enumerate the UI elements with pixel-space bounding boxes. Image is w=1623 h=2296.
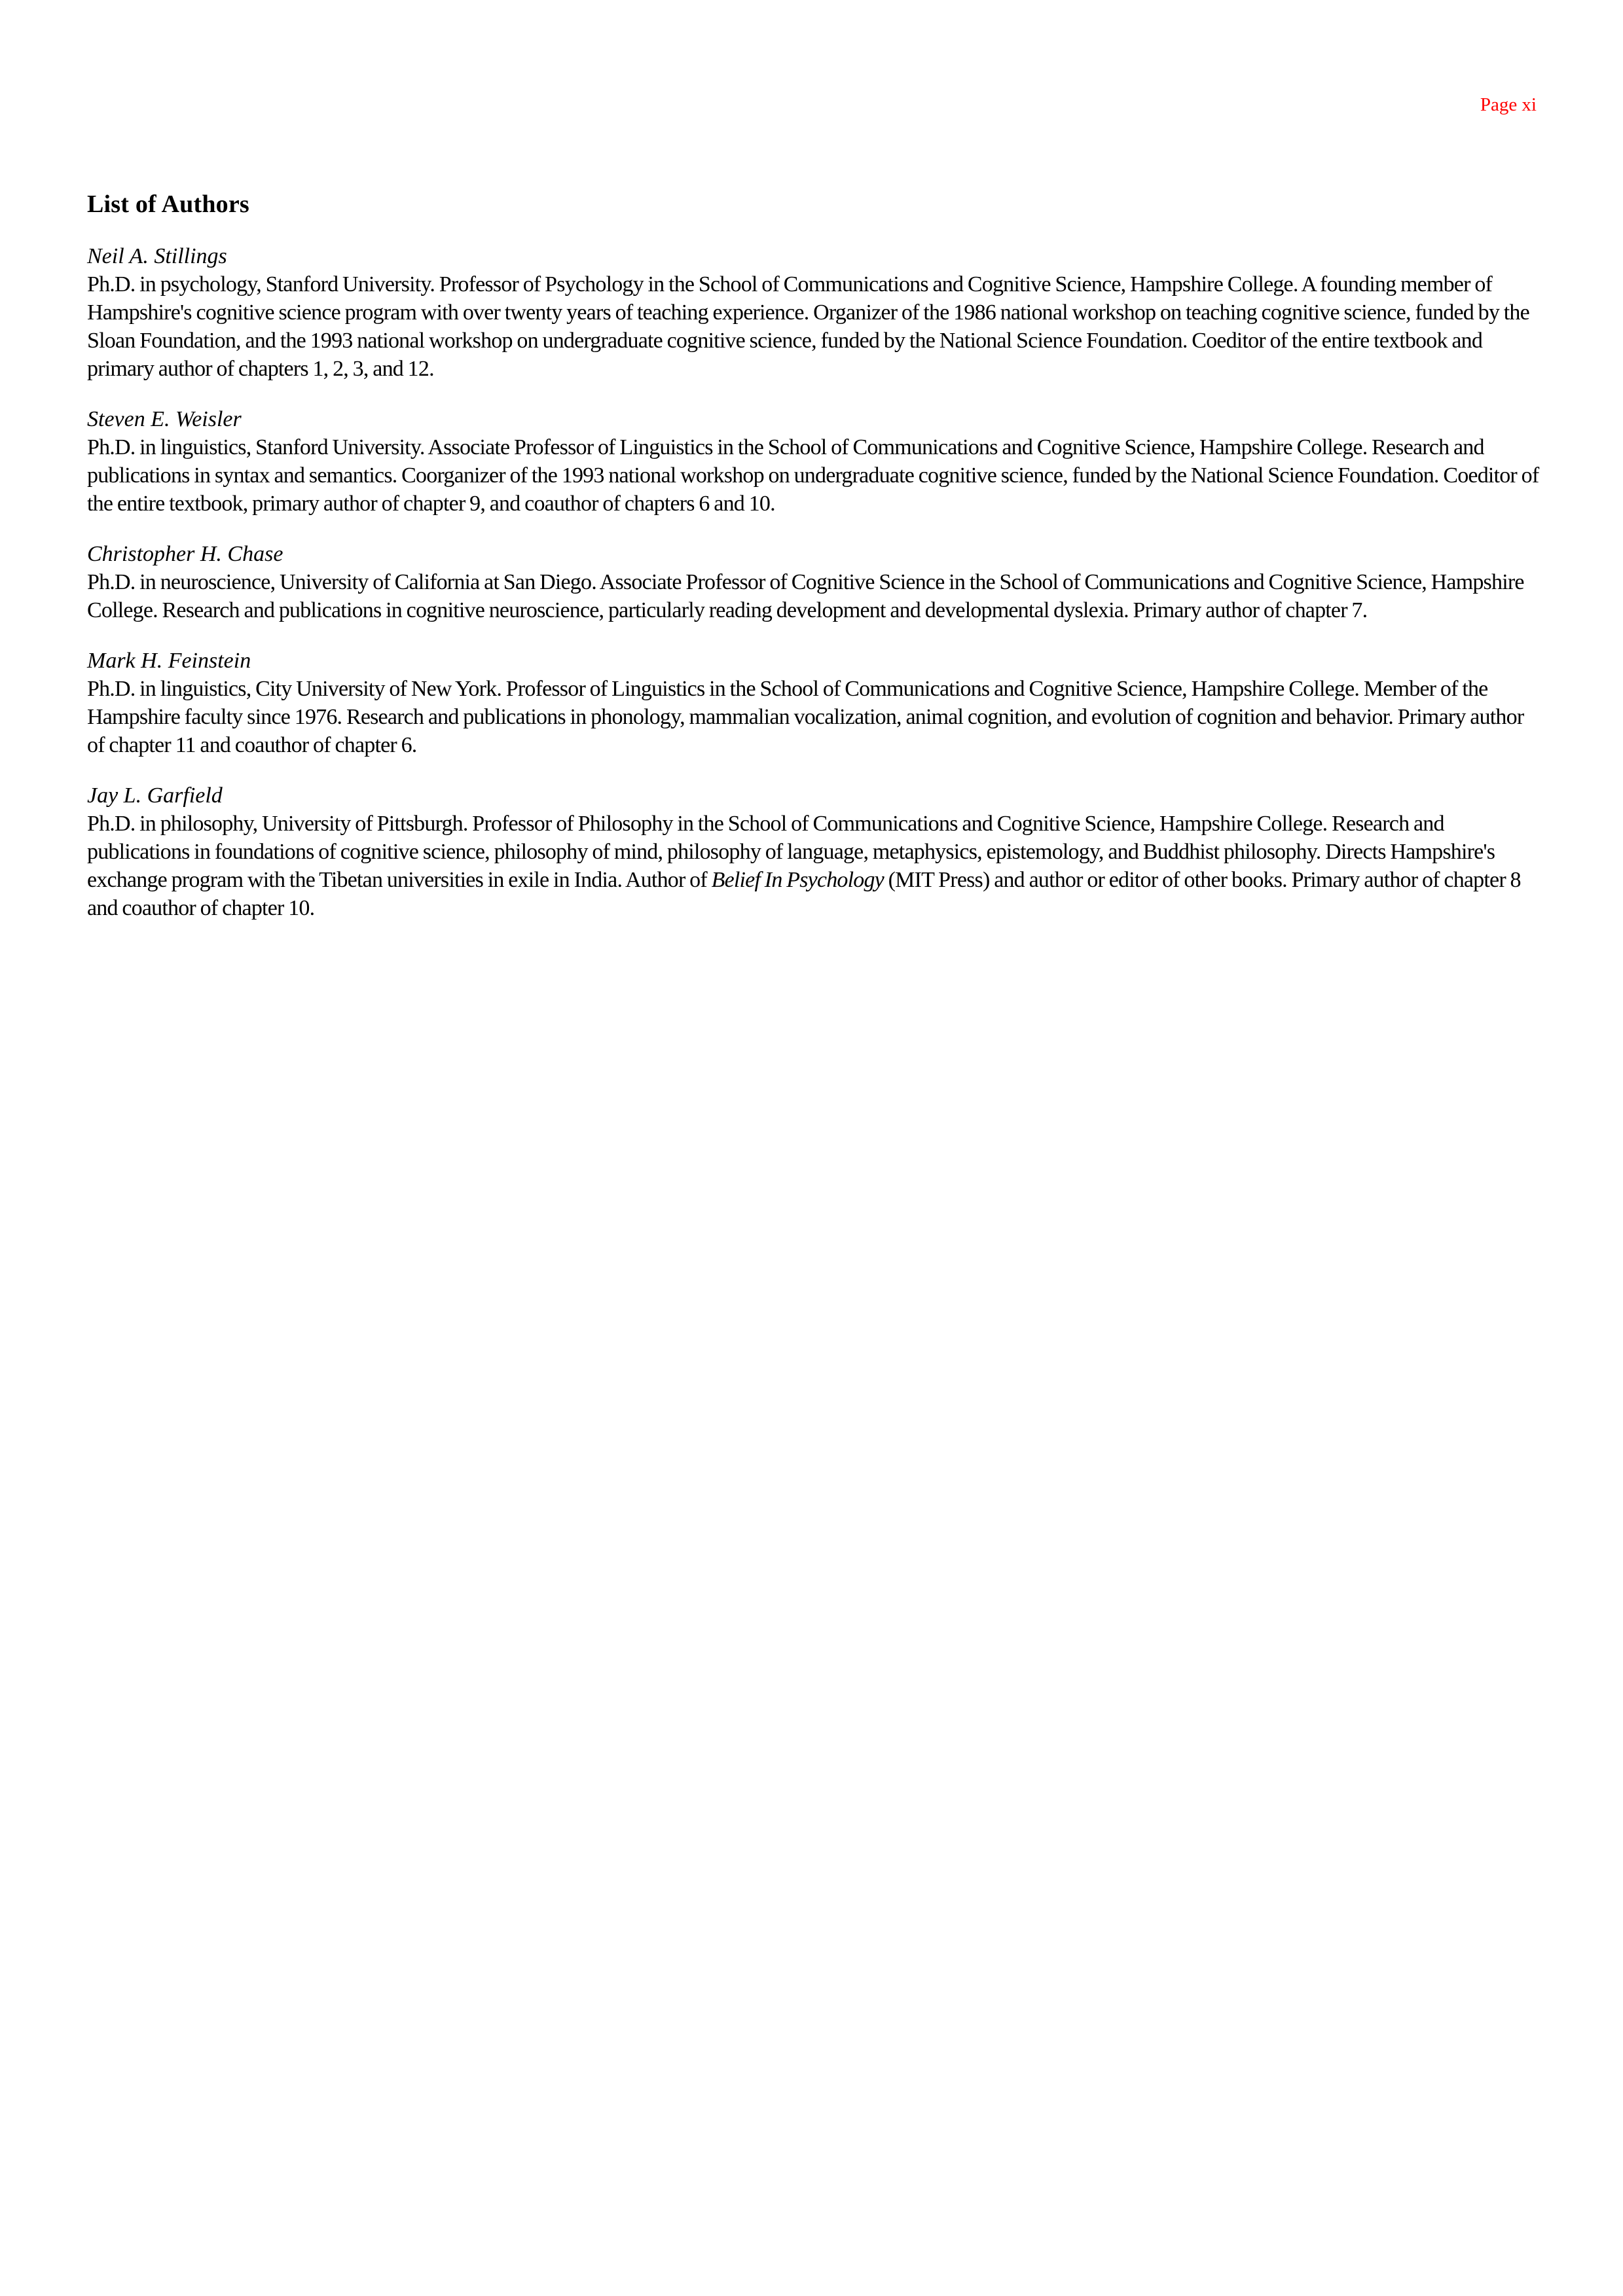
author-name: Christopher H. Chase: [87, 542, 283, 566]
author-entry: [87, 405, 1541, 518]
author-entry: [87, 781, 1541, 922]
page-number: Page xi: [1480, 94, 1537, 115]
document-body: [87, 188, 1541, 944]
book-title: Belief In Psychology: [711, 868, 884, 892]
author-name: Jay L. Garfield: [87, 783, 223, 808]
author-bio: Ph.D. in neuroscience, University of California at San Diego. Associate Professor of Cognitive Science in the School of Communications and Cognitive Science, Hampshire College. Research and publications in cognitive neuroscience, particularly reading development and developmental dyslexia. Primary author of chapter 7.: [87, 570, 1524, 622]
author-bio: Ph.D. in psychology, Stanford University. Professor of Psychology in the School of Communications and Cognitive Science, Hampshire College. A founding member of Hampshire's cognitive science program with over twenty years of teaching experience. Organizer of the 1986 national workshop on teaching cognitive science, funded by the Sloan Foundation, and the 1993 national workshop on undergraduate cognitive science, funded by the National Science Foundation. Coeditor of the entire textbook and primary author of chapters 1, 2, 3, and 12.: [87, 272, 1529, 381]
author-bio-text: (MIT Press) and author or editor of other books. Primary author of chapter 8 and coauthor of chapter 10.: [87, 868, 1521, 920]
author-entry: [87, 540, 1541, 624]
author-bio: Ph.D. in linguistics, Stanford University. Associate Professor of Linguistics in the School of Communications and Cognitive Science, Hampshire College. Research and publications in syntax and semantics. Coorganizer of the 1993 national workshop on undergraduate cognitive science, funded by the National Science Foundation. Coeditor of the entire textbook, primary author of chapter 9, and coauthor of chapters 6 and 10.: [87, 435, 1539, 516]
author-bio-text: Ph.D. in philosophy, University of Pittsburgh. Professor of Philosophy in the School of Communications and Cognitive Science, Hampshire College. Research and publications in foundations of cognitive science, philosophy of mind, philosophy of language, metaphysics, epistemology, and Buddhist philosophy. Directs Hampshire's exchange program with the Tibetan universities in exile in India. Author of: [87, 812, 1495, 892]
author-name: Neil A. Stillings: [87, 244, 227, 268]
author-entry: [87, 647, 1541, 759]
author-entry: [87, 242, 1541, 383]
author-name: Steven E. Weisler: [87, 407, 242, 431]
author-bio: [87, 810, 1541, 922]
author-name: Mark H. Feinstein: [87, 649, 251, 673]
page-title: List of Authors: [87, 190, 249, 218]
author-bio: Ph.D. in linguistics, City University of New York. Professor of Linguistics in the School of Communications and Cognitive Science, Hampshire College. Member of the Hampshire faculty since 1976. Research and publications in phonology, mammalian vocalization, animal cognition, and evolution of cognition and behavior. Primary author of chapter 11 and coauthor of chapter 6.: [87, 677, 1524, 757]
